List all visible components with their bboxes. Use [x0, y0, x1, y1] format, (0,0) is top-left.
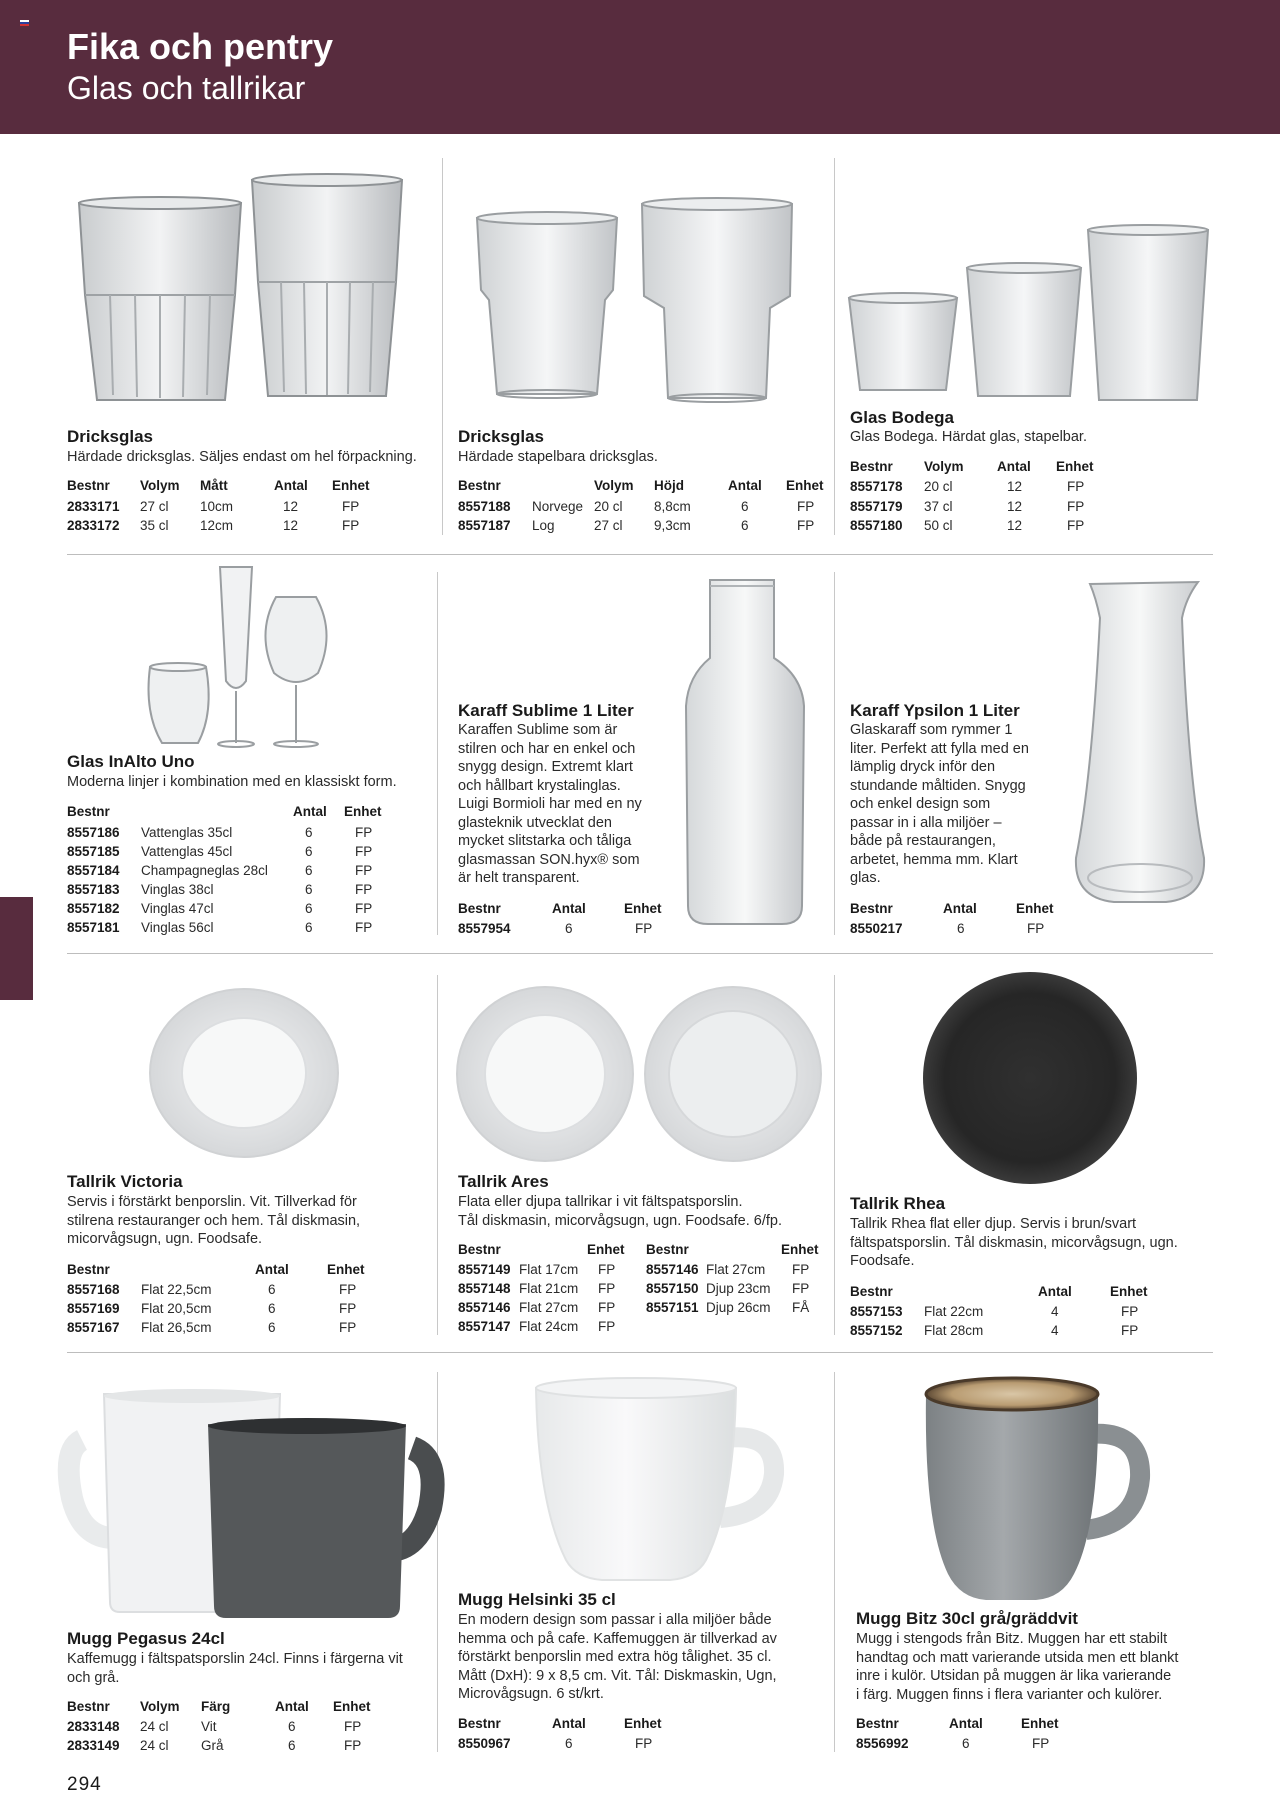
- table-cell: FP: [797, 518, 815, 533]
- table-cell: 8557179: [850, 499, 903, 514]
- table-header: Antal: [728, 478, 762, 493]
- table-cell: 4: [1051, 1304, 1059, 1319]
- table-cell: FP: [598, 1300, 616, 1315]
- column-divider: [834, 158, 835, 535]
- table-cell: 8557184: [67, 863, 120, 878]
- table-header: Bestnr: [67, 478, 110, 493]
- table-cell: FP: [339, 1301, 357, 1316]
- table-cell: Flat 22cm: [924, 1304, 984, 1319]
- table-cell: FP: [355, 825, 373, 840]
- product-name: Tallrik Victoria: [67, 1172, 183, 1191]
- helsinki-mug-image: [530, 1374, 780, 1584]
- table-cell: Flat 26,5cm: [141, 1320, 212, 1335]
- table-header: Enhet: [786, 478, 824, 493]
- product-description: Mugg i stengods från Bitz. Muggen har ett stabilt handtag och matt varierande utsida men ett blankt inre i kulör. Utsidan på muggen är lika varierande i färg. Muggen finns i flera varianter och kulörer.: [856, 1631, 1179, 1703]
- table-header: Bestnr: [646, 1242, 689, 1257]
- row-divider: [67, 953, 1213, 954]
- product-description: Tallrik Rhea flat eller djup. Servis i brun/svart fältspatsporslin. Tål diskmasin, micorvågsugn, ugn. Foodsafe.: [850, 1216, 1178, 1269]
- table-cell: Flat 24cm: [519, 1319, 579, 1334]
- table-header: Antal: [943, 901, 977, 916]
- table-cell: 12: [1007, 518, 1023, 533]
- table-cell: 2833172: [67, 518, 120, 533]
- product-description: Karaffen Sublime som är stilren och har en enkel och snygg design. Extremt klart och hållbart krystalinglas. Luigi Bormioli har med en ny glasteknik utvecklat den mycket slitstarka och tåliga glasmassan SON.hyx® som är helt transparent.: [458, 722, 642, 886]
- table-header: Antal: [275, 1699, 309, 1714]
- table-header: Volym: [924, 459, 964, 474]
- table-cell: 8557178: [850, 479, 903, 494]
- table-cell: FP: [1121, 1323, 1139, 1338]
- table-header: Bestnr: [67, 1699, 110, 1714]
- bodega-glass-image: [846, 292, 960, 394]
- table-header: Antal: [552, 901, 586, 916]
- table-cell: Flat 27cm: [519, 1300, 579, 1315]
- table-cell: 8557180: [850, 518, 903, 533]
- table-cell: FP: [339, 1282, 357, 1297]
- table-cell: FP: [1067, 518, 1085, 533]
- table-header: Bestnr: [458, 1716, 501, 1731]
- table-cell: 8557186: [67, 825, 120, 840]
- table-cell: 8,8cm: [654, 499, 691, 514]
- table-cell: 12: [283, 518, 299, 533]
- product-description: Härdade dricksglas. Säljes endast om hel förpackning.: [67, 449, 417, 465]
- table-cell: FP: [344, 1719, 362, 1734]
- table-header: Bestnr: [458, 478, 501, 493]
- column-divider: [834, 572, 835, 935]
- table-cell: 8556992: [856, 1736, 909, 1751]
- table-cell: 6: [268, 1320, 276, 1335]
- drinking-glass-image: [75, 195, 245, 405]
- table-cell: 6: [268, 1282, 276, 1297]
- product-name: Dricksglas: [67, 427, 153, 446]
- table-cell: Log: [532, 518, 555, 533]
- table-cell: Djup 23cm: [706, 1281, 771, 1296]
- product-description: Moderna linjer i kombination med en klassiskt form.: [67, 774, 397, 790]
- table-cell: 24 cl: [140, 1738, 169, 1753]
- table-header: Bestnr: [458, 1242, 501, 1257]
- table-cell: 12: [283, 499, 299, 514]
- table-cell: FP: [635, 921, 653, 936]
- table-header: Enhet: [332, 478, 370, 493]
- table-cell: 12: [1007, 499, 1023, 514]
- table-cell: Flat 21cm: [519, 1281, 579, 1296]
- language-flag-icon[interactable]: [20, 20, 29, 27]
- table-cell: 8550217: [850, 921, 903, 936]
- table-cell: 8557152: [850, 1323, 903, 1338]
- table-header: Enhet: [1016, 901, 1054, 916]
- table-header: Enhet: [624, 901, 662, 916]
- table-header: Bestnr: [850, 459, 893, 474]
- table-cell: 8550967: [458, 1736, 511, 1751]
- table-cell: FP: [355, 901, 373, 916]
- table-header: Enhet: [1021, 1716, 1059, 1731]
- product-name: Mugg Pegasus 24cl: [67, 1629, 225, 1648]
- table-header: Enhet: [1056, 459, 1094, 474]
- table-cell: FP: [1032, 1736, 1050, 1751]
- table-header: Enhet: [587, 1242, 625, 1257]
- table-cell: Grå: [201, 1738, 224, 1753]
- table-cell: 20 cl: [594, 499, 623, 514]
- product-name: Karaff Sublime 1 Liter: [458, 701, 634, 720]
- table-cell: 8557149: [458, 1262, 511, 1277]
- table-cell: Flat 28cm: [924, 1323, 984, 1338]
- column-divider: [834, 975, 835, 1335]
- table-cell: FP: [598, 1262, 616, 1277]
- product-description: Kaffemugg i fältspatsporslin 24cl. Finns i färgerna vit och grå.: [67, 1651, 403, 1686]
- table-header: Enhet: [781, 1242, 819, 1257]
- table-cell: FP: [344, 1738, 362, 1753]
- table-cell: FP: [342, 518, 360, 533]
- table-header: Enhet: [1110, 1284, 1148, 1299]
- bitz-mug-image: [920, 1374, 1144, 1604]
- table-cell: Champagneglas 28cl: [141, 863, 268, 878]
- table-cell: FP: [1067, 499, 1085, 514]
- table-cell: 6: [565, 921, 573, 936]
- product-description: Flata eller djupa tallrikar i vit fältspatsporslin. Tål diskmasin, micorvågsugn, ugn. Foodsafe. 6/fp.: [458, 1194, 782, 1229]
- table-header: Bestnr: [850, 901, 893, 916]
- table-header: Enhet: [624, 1716, 662, 1731]
- table-cell: FP: [1121, 1304, 1139, 1319]
- table-cell: 37 cl: [924, 499, 953, 514]
- table-cell: Djup 26cm: [706, 1300, 771, 1315]
- table-header: Enhet: [327, 1262, 365, 1277]
- table-cell: 6: [305, 825, 313, 840]
- table-header: Antal: [997, 459, 1031, 474]
- page-header: [0, 0, 1280, 134]
- table-header: Volym: [594, 478, 634, 493]
- table-cell: 8557185: [67, 844, 120, 859]
- table-header: Bestnr: [458, 901, 501, 916]
- ares-plate-image: [455, 985, 635, 1163]
- table-cell: 8557153: [850, 1304, 903, 1319]
- product-name: Glas Bodega: [850, 408, 954, 427]
- table-cell: 6: [305, 920, 313, 935]
- table-cell: Vattenglas 45cl: [141, 844, 233, 859]
- table-cell: FP: [635, 1736, 653, 1751]
- victoria-plate-image: [148, 987, 340, 1159]
- column-divider: [437, 975, 438, 1335]
- table-header: Volym: [140, 1699, 180, 1714]
- table-cell: 8557147: [458, 1319, 511, 1334]
- table-cell: Vattenglas 35cl: [141, 825, 233, 840]
- table-cell: 2833148: [67, 1719, 120, 1734]
- table-header: Enhet: [333, 1699, 371, 1714]
- table-header: Volym: [140, 478, 180, 493]
- column-divider: [442, 158, 443, 535]
- column-divider: [437, 572, 438, 935]
- table-cell: 20 cl: [924, 479, 953, 494]
- table-cell: FP: [598, 1319, 616, 1334]
- pegasus-mugs-image: [68, 1388, 438, 1622]
- table-cell: FP: [1067, 479, 1085, 494]
- product-name: Karaff Ypsilon 1 Liter: [850, 701, 1020, 720]
- table-cell: 6: [305, 863, 313, 878]
- table-header: Antal: [552, 1716, 586, 1731]
- table-cell: FP: [339, 1320, 357, 1335]
- section-tab: [0, 897, 33, 1000]
- table-header: Enhet: [344, 804, 382, 819]
- table-cell: Flat 27cm: [706, 1262, 766, 1277]
- table-cell: 8557146: [458, 1300, 511, 1315]
- table-cell: 6: [957, 921, 965, 936]
- table-cell: 6: [565, 1736, 573, 1751]
- table-cell: 8557151: [646, 1300, 699, 1315]
- table-cell: 8557150: [646, 1281, 699, 1296]
- table-cell: 27 cl: [594, 518, 623, 533]
- table-cell: FP: [598, 1281, 616, 1296]
- table-header: Mått: [200, 478, 228, 493]
- table-cell: FÅ: [792, 1300, 810, 1315]
- table-header: Höjd: [654, 478, 684, 493]
- table-cell: FP: [342, 499, 360, 514]
- table-cell: 50 cl: [924, 518, 953, 533]
- table-header: Bestnr: [850, 1284, 893, 1299]
- row-divider: [67, 1352, 1213, 1353]
- product-name: Mugg Bitz 30cl grå/gräddvit: [856, 1609, 1078, 1628]
- table-cell: 6: [305, 844, 313, 859]
- table-cell: Vinglas 47cl: [141, 901, 214, 916]
- table-cell: FP: [355, 863, 373, 878]
- product-name: Mugg Helsinki 35 cl: [458, 1590, 616, 1609]
- rhea-plate-image: [921, 970, 1139, 1186]
- table-cell: Vit: [201, 1719, 217, 1734]
- table-cell: 6: [741, 518, 749, 533]
- product-description: Glas Bodega. Härdat glas, stapelbar.: [850, 429, 1087, 445]
- table-header: Antal: [255, 1262, 289, 1277]
- table-cell: 10cm: [200, 499, 234, 514]
- table-cell: 8557183: [67, 882, 120, 897]
- table-cell: 8557187: [458, 518, 511, 533]
- table-cell: 8557181: [67, 920, 120, 935]
- table-cell: Flat 22,5cm: [141, 1282, 212, 1297]
- table-cell: 9,3cm: [654, 518, 691, 533]
- stackable-glass-image: [473, 210, 621, 398]
- table-cell: 8557182: [67, 901, 120, 916]
- table-cell: FP: [792, 1262, 810, 1277]
- table-cell: 8557954: [458, 921, 511, 936]
- bodega-glass-image: [964, 262, 1084, 400]
- table-cell: 8557167: [67, 1320, 120, 1335]
- table-cell: FP: [792, 1281, 810, 1296]
- ares-plate-image: [643, 985, 823, 1163]
- table-cell: FP: [355, 920, 373, 935]
- page-number: 294: [67, 1774, 102, 1795]
- table-cell: 6: [288, 1738, 296, 1753]
- bodega-glass-image: [1085, 224, 1211, 404]
- table-header: Antal: [293, 804, 327, 819]
- product-description: En modern design som passar i alla miljöer både hemma och på cafe. Kaffemuggen är tillverkad av förstärkt benporslin med extra hög tålighet. 35 cl. Mått (DxH): 9 x 8,5 cm. Vit. Tål: Diskmaskin, Ugn, Microvågsugn. 6 st/krt.: [458, 1612, 777, 1702]
- table-header: Antal: [274, 478, 308, 493]
- table-cell: FP: [355, 844, 373, 859]
- table-cell: 35 cl: [140, 518, 169, 533]
- product-name: Tallrik Rhea: [850, 1194, 946, 1213]
- ypsilon-carafe-image: [1070, 578, 1210, 906]
- row-divider: [67, 554, 1213, 555]
- table-header: Bestnr: [856, 1716, 899, 1731]
- product-name: Dricksglas: [458, 427, 544, 446]
- column-divider: [834, 1372, 835, 1752]
- inalto-glasses-image: [140, 563, 340, 749]
- table-cell: 8557188: [458, 499, 511, 514]
- page-subtitle: Glas och tallrikar: [67, 70, 306, 106]
- table-header: Bestnr: [67, 804, 110, 819]
- table-header: Antal: [1038, 1284, 1072, 1299]
- table-cell: 8557148: [458, 1281, 511, 1296]
- table-header: Färg: [201, 1699, 231, 1714]
- stackable-glass-image: [638, 196, 796, 402]
- table-cell: FP: [355, 882, 373, 897]
- sublime-carafe-image: [682, 576, 808, 928]
- table-cell: 27 cl: [140, 499, 169, 514]
- product-description: Glaskaraff som rymmer 1 liter. Perfekt att fylla med en lämplig dryck inför den stundande måltiden. Snygg och enkel design som passar in i alla miljöer – både på restaurangen, arbetet, hemma mm. Klart glas.: [850, 722, 1029, 886]
- page-title: Fika och pentry: [67, 26, 334, 67]
- table-cell: 6: [288, 1719, 296, 1734]
- table-cell: FP: [797, 499, 815, 514]
- table-header: Bestnr: [67, 1262, 110, 1277]
- table-cell: Vinglas 56cl: [141, 920, 214, 935]
- table-cell: 8557168: [67, 1282, 120, 1297]
- table-cell: 6: [268, 1301, 276, 1316]
- table-cell: Norvege: [532, 499, 584, 514]
- table-cell: Flat 20,5cm: [141, 1301, 212, 1316]
- table-cell: 6: [305, 901, 313, 916]
- table-cell: 24 cl: [140, 1719, 169, 1734]
- product-description: Servis i förstärkt benporslin. Vit. Tillverkad för stilrena restauranger och hem. Tål diskmasin, micorvågsugn, ugn. Foodsafe.: [67, 1194, 361, 1247]
- table-cell: 2833171: [67, 499, 120, 514]
- product-description: Härdade stapelbara dricksglas.: [458, 449, 658, 465]
- table-cell: 6: [741, 499, 749, 514]
- table-cell: 6: [305, 882, 313, 897]
- table-cell: FP: [1027, 921, 1045, 936]
- table-cell: 6: [962, 1736, 970, 1751]
- table-cell: 8557169: [67, 1301, 120, 1316]
- table-cell: 4: [1051, 1323, 1059, 1338]
- table-cell: 12: [1007, 479, 1023, 494]
- product-name: Glas InAlto Uno: [67, 752, 195, 771]
- table-header: Antal: [949, 1716, 983, 1731]
- drinking-glass-image: [248, 172, 406, 400]
- table-cell: 12cm: [200, 518, 234, 533]
- table-cell: 8557146: [646, 1262, 699, 1277]
- table-cell: 2833149: [67, 1738, 120, 1753]
- product-name: Tallrik Ares: [458, 1172, 549, 1191]
- table-cell: Flat 17cm: [519, 1262, 579, 1277]
- table-cell: Vinglas 38cl: [141, 882, 214, 897]
